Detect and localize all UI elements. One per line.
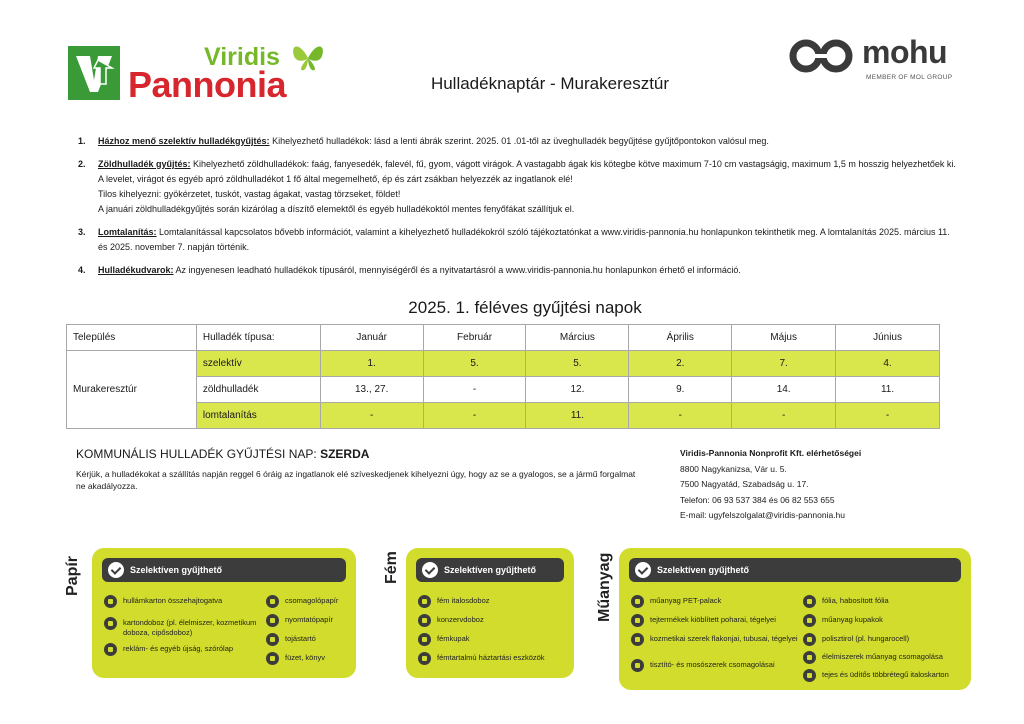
- contact-line: 7500 Nagyatád, Szabadság u. 17.: [680, 479, 809, 489]
- list-item: fólia, habosított fólia: [803, 596, 967, 608]
- contact-block: [680, 446, 861, 524]
- list-item: műanyag kupakok: [803, 615, 967, 627]
- town-cell: Murakeresztúr: [67, 351, 197, 429]
- info-heading: Zöldhulladék gyűjtés:: [98, 159, 191, 169]
- card-header: Szelektíven gyűjthető: [102, 558, 346, 582]
- list-item: tejtermékek kiöblített poharai, tégelyei: [631, 615, 799, 627]
- label-fem: Fém: [383, 551, 400, 584]
- mohu-tagline: MEMBER OF MOL GROUP: [866, 74, 953, 81]
- col-month-header: Február: [423, 325, 526, 351]
- list-item: kartondoboz (pl. élelmiszer, kozmetikum doboza, cipősdoboz): [104, 618, 264, 638]
- communal-text: Kérjük, a hulladékokat a szállítás napján reggel 6 óráig az ingatlanok elé szíveskedjenek kihelyezni úgy, hogy az se a gyalogos, se a jármű forgalmat ne akadályozza.: [76, 469, 636, 491]
- foil-icon: [803, 595, 816, 608]
- newspaper-icon: [104, 643, 117, 656]
- can-icon: [418, 595, 431, 608]
- communal-title: KOMMUNÁLIS HULLADÉK GYŰJTÉSI NAP: SZERDA: [76, 447, 370, 461]
- label-muanyag: Műanyag: [596, 552, 613, 622]
- table-row: Murakeresztúr szelektív 1. 5. 5. 2. 7. 4.: [67, 351, 940, 377]
- mohu-logo: [788, 34, 968, 88]
- list-item: polisztirol (pl. hungarocell): [803, 634, 967, 646]
- waste-type-cell: zöldhulladék: [196, 377, 320, 403]
- detergent-bottle-icon: [631, 659, 644, 672]
- plastic-cap-icon: [803, 614, 816, 627]
- info-item: 1. Házhoz menő szelektív hulladékgyűjtés: Kihelyezhető hulladékok: lásd a lenti ábrák szerint. 2025. 01 .01-től az üveghulladék begyűjtése gyűjtőpontokon valósul meg.: [78, 136, 769, 146]
- card-fem: [406, 548, 574, 678]
- communal-day: SZERDA: [320, 447, 370, 461]
- list-item: fém italosdoboz: [418, 596, 568, 608]
- cosmetics-bottle-icon: [631, 633, 644, 646]
- pet-bottle-icon: [631, 595, 644, 608]
- list-item: nyomtatópapír: [266, 615, 352, 627]
- col-month-header: Április: [629, 325, 732, 351]
- list-item: műanyag PET-palack: [631, 596, 799, 608]
- pot-icon: [418, 652, 431, 665]
- col-month-header: Május: [732, 325, 836, 351]
- table-header-row: [67, 325, 940, 351]
- info-heading: Házhoz menő szelektív hulladékgyűjtés:: [98, 136, 270, 146]
- list-item: konzervdoboz: [418, 615, 568, 627]
- list-item: fémtartalmú háztartási eszközök: [418, 653, 568, 665]
- butterfly-icon: [290, 40, 326, 74]
- polystyrene-icon: [803, 633, 816, 646]
- table-row: lomtalanítás - - 11. - - -: [67, 403, 940, 429]
- viridis-pannonia-logo: [68, 40, 328, 105]
- schedule-table: [66, 324, 940, 429]
- label-papir: Papír: [64, 555, 81, 596]
- schedule-title: 2025. 1. féléves gyűjtési napok: [408, 298, 642, 317]
- waste-type-cell: szelektív: [196, 351, 320, 377]
- info-item: 4. Hulladékudvarok: Az ingyenesen leadható hulladékok típusáról, mennyiségéről és a nyitvatartásról a www.viridis-pannonia.hu honlapunkon érhető el információ.: [78, 265, 741, 275]
- info-item: 2. Zöldhulladék gyűjtés: Kihelyezhető zöldhulladékok: faág, fanyesedék, falevél, fű, gyom, vágott virágok. A vastagabb ágak kis kötegbe kötve maximum 7-10 cm vastagságig, maximum 1,5 m hosszig helyezhetőek ki. A levelet, virágot és egyéb apró zöldhulladékot 1 fő által megemelhető, ép és zárt zsákban helyezzék az ingatlanok elé! Tilos kihelyezni: gyökérzetet, tuskót, vastag ágakat, vastag törzseket, földet! A januári zöldhulladékgyűjtés során kizárólag a díszítő elemektől és egyéb hulladékoktól mentes fenyőfákat szállítjuk el.: [78, 159, 956, 214]
- book-icon: [266, 652, 279, 665]
- logo-word-pannonia: Pannonia: [128, 64, 287, 105]
- wrapping-paper-icon: [266, 595, 279, 608]
- col-town-header: Település: [67, 325, 197, 351]
- check-circle-icon: [635, 562, 651, 578]
- contact-email: E-mail: ugyfelszolgalat@viridis-pannonia.hu: [680, 510, 846, 520]
- col-month-header: Március: [526, 325, 629, 351]
- list-item: kozmetikai szerek flakonjai, tubusai, tégelyei: [631, 634, 799, 646]
- mohu-logo-mark: [788, 38, 856, 74]
- bottle-cap-icon: [418, 633, 431, 646]
- waste-type-cell: lomtalanítás: [196, 403, 320, 429]
- drink-carton-icon: [803, 669, 816, 682]
- info-item: 3. Lomtalanítás: Lomtalanítással kapcsolatos bővebb információt, valamint a kihelyezhető hulladékokról szóló tájékoztatónkat a www.viridis-pannonia.hu honlapunkon tekinthetik meg. A lomtalanítás 2025. március 11. és 2025. november 7. napján történik.: [78, 227, 950, 252]
- card-muanyag: [619, 548, 971, 690]
- logo-word-viridis: Viridis: [204, 43, 280, 71]
- list-item: tejes és üdítős többrétegű italoskarton: [803, 670, 967, 682]
- list-item: reklám- és egyéb újság, szórólap: [104, 644, 264, 656]
- list-item: csomagolópapír: [266, 596, 352, 608]
- mohu-wordmark: mohu: [862, 34, 948, 70]
- contact-title: Viridis-Pannonia Nonprofit Kft. elérhetőségei: [680, 448, 862, 458]
- list-item: tojástartó: [266, 634, 352, 646]
- yogurt-cup-icon: [631, 614, 644, 627]
- card-header: Szelektíven gyűjthető: [629, 558, 961, 582]
- printer-paper-icon: [266, 614, 279, 627]
- card-papir: [92, 548, 356, 678]
- contact-line: 8800 Nagykanizsa, Vár u. 5.: [680, 463, 787, 474]
- contact-line: Telefon: 06 93 537 384 és 06 82 553 655: [680, 494, 835, 505]
- table-row: zöldhulladék 13., 27. - 12. 9. 14. 11.: [67, 377, 940, 403]
- check-circle-icon: [422, 562, 438, 578]
- tin-can-icon: [418, 614, 431, 627]
- col-month-header: Június: [836, 325, 940, 351]
- document-title: Hulladéknaptár - Murakeresztúr: [430, 74, 670, 93]
- col-type-header: Hulladék típusa:: [196, 325, 320, 351]
- col-month-header: Január: [320, 325, 423, 351]
- box-icon: [104, 617, 117, 630]
- list-item: tisztító- és mosószerek csomagolásai: [631, 660, 799, 672]
- info-heading: Hulladékudvarok:: [98, 265, 174, 275]
- check-circle-icon: [108, 562, 124, 578]
- food-packaging-icon: [803, 651, 816, 664]
- info-heading: Lomtalanítás:: [98, 227, 157, 237]
- list-item: fémkupak: [418, 634, 568, 646]
- list-item: füzet, könyv: [266, 653, 352, 665]
- info-list: [78, 134, 958, 286]
- list-item: hullámkarton összehajtogatva: [104, 596, 264, 608]
- egg-carton-icon: [266, 633, 279, 646]
- card-header: Szelektíven gyűjthető: [416, 558, 564, 582]
- list-item: élelmiszerek műanyag csomagolása: [803, 652, 967, 664]
- cardboard-icon: [104, 595, 117, 608]
- vp-logo-mark: [68, 46, 120, 100]
